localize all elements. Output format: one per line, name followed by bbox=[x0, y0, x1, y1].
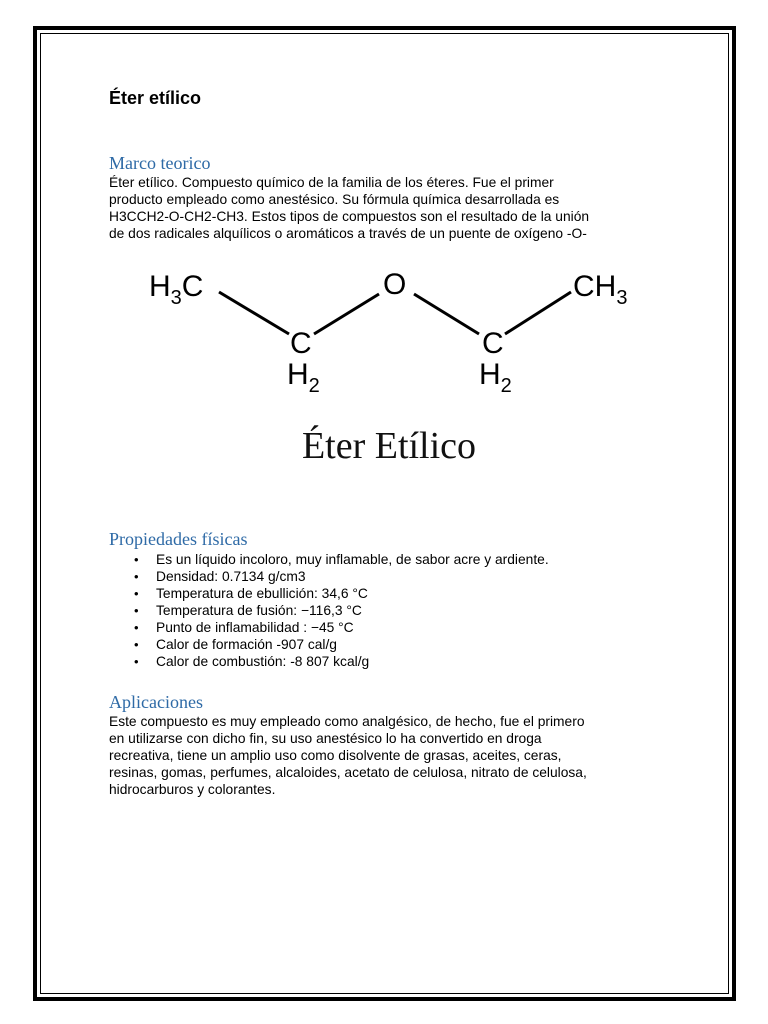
h-label: H bbox=[149, 270, 171, 303]
diethyl-ether-structure bbox=[109, 258, 669, 508]
subscript-2: 2 bbox=[308, 375, 320, 397]
marco-teorico-heading: Marco teorico bbox=[109, 153, 211, 173]
ch3-group bbox=[573, 270, 627, 309]
carbon-right: C bbox=[482, 327, 504, 360]
list-item bbox=[134, 619, 669, 636]
paragraph-line: en utilizarse con dicho fin, su uso anestésico lo ha convertido en droga bbox=[109, 731, 542, 746]
h-label: H bbox=[479, 358, 501, 391]
bullet-marker: • bbox=[134, 586, 139, 601]
paragraph-line: resinas, gomas, perfumes, alcaloides, acetato de celulosa, nitrato de celulosa, bbox=[109, 765, 587, 780]
list-item bbox=[134, 568, 669, 585]
list-item bbox=[134, 602, 669, 619]
paragraph-line: hidrocarburos y colorantes. bbox=[109, 782, 276, 797]
carbon-left: C bbox=[290, 327, 312, 360]
subscript-2: 2 bbox=[500, 375, 512, 397]
bullet-marker: • bbox=[134, 552, 139, 567]
list-item-text: Calor de combustión: -8 807 kcal/g bbox=[156, 654, 370, 669]
marco-teorico-paragraph bbox=[109, 174, 669, 242]
h-label: H bbox=[594, 270, 617, 303]
paragraph-line: H3CCH2-O-CH2-CH3. Estos tipos de compuestos son el resultado de la unión bbox=[109, 209, 590, 224]
paragraph-line: producto empleado como anestésico. Su fórmula química desarrollada es bbox=[109, 192, 560, 207]
h3c-group bbox=[149, 270, 203, 309]
propiedades-fisicas-heading: Propiedades físicas bbox=[109, 529, 248, 549]
subscript-3: 3 bbox=[616, 287, 628, 309]
bond-line bbox=[414, 294, 479, 334]
h2-left bbox=[287, 358, 320, 397]
bond-line bbox=[314, 294, 379, 334]
bullet-marker: • bbox=[134, 620, 139, 635]
paragraph-line: de dos radicales alquílicos o aromáticos a través de un puente de oxígeno -O- bbox=[109, 226, 587, 241]
paragraph-line: Éter etílico. Compuesto químico de la familia de los éteres. Fue el primer bbox=[109, 175, 554, 190]
bullet-marker: • bbox=[134, 569, 139, 584]
paragraph-line: recreativa, tiene un amplio uso como disolvente de grasas, aceites, ceras, bbox=[109, 748, 562, 763]
list-item-text: Temperatura de ebullición: 34,6 °C bbox=[156, 586, 368, 601]
document-title: Éter etílico bbox=[109, 88, 202, 108]
bullet-marker: • bbox=[134, 603, 139, 618]
paragraph-line: Este compuesto es muy empleado como analgésico, de hecho, fue el primero bbox=[109, 714, 585, 729]
list-item-text: Densidad: 0.7134 g/cm3 bbox=[156, 569, 306, 584]
list-item-text: Es un líquido incoloro, muy inflamable, de sabor acre y ardiente. bbox=[156, 552, 549, 567]
c-label: C bbox=[181, 270, 204, 303]
list-item-text: Temperatura de fusión: −116,3 °C bbox=[156, 603, 362, 618]
bullet-marker: • bbox=[134, 637, 139, 652]
list-item bbox=[134, 585, 669, 602]
document-body bbox=[109, 86, 669, 798]
propiedades-list bbox=[109, 551, 669, 670]
bond-line bbox=[219, 292, 289, 334]
subscript-3: 3 bbox=[170, 287, 182, 309]
list-item bbox=[134, 551, 669, 568]
h2-right bbox=[479, 358, 512, 397]
aplicaciones-paragraph bbox=[109, 713, 669, 798]
figure-caption: Éter Etílico bbox=[301, 425, 477, 467]
list-item bbox=[134, 653, 669, 670]
bond-line bbox=[505, 292, 571, 334]
list-item-text: Calor de formación -907 cal/g bbox=[156, 637, 337, 652]
aplicaciones-heading: Aplicaciones bbox=[109, 692, 203, 712]
list-item bbox=[134, 636, 669, 653]
c-label: C bbox=[573, 270, 595, 303]
h-label: H bbox=[287, 358, 309, 391]
structural-formula-figure bbox=[109, 258, 669, 508]
bullet-marker: • bbox=[134, 654, 139, 669]
list-item-text: Punto de inflamabilidad : −45 °C bbox=[156, 620, 354, 635]
oxygen-atom: O bbox=[383, 268, 407, 301]
